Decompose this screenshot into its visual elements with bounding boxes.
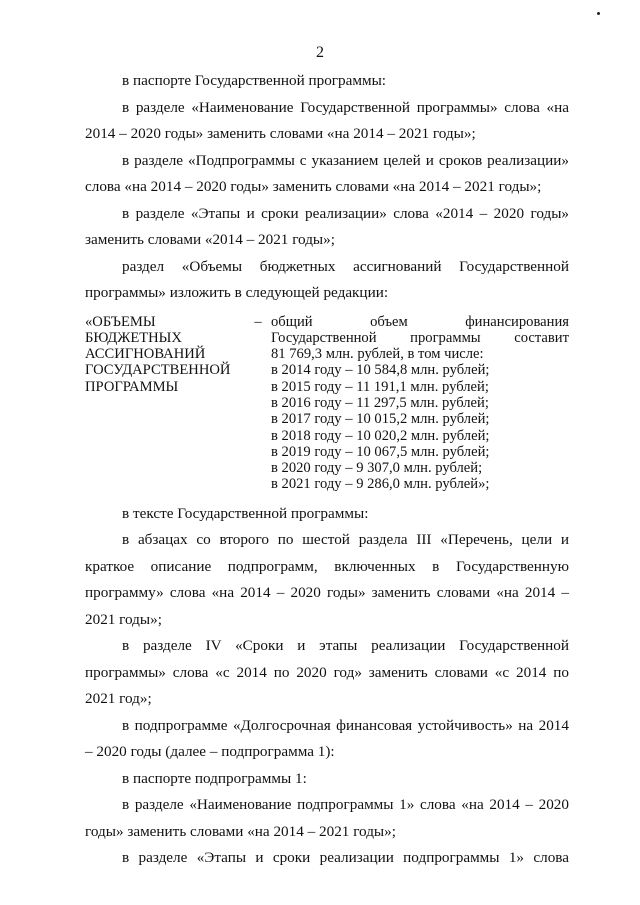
intro-line	[271, 330, 569, 346]
year-amount-line: в 2021 году – 9 286,0 млн. рублей»;	[271, 476, 490, 493]
intro-word: объем	[370, 313, 408, 330]
budget-allocation-block	[85, 314, 569, 493]
page-number: 2	[316, 44, 324, 61]
paragraph: в паспорте Государственной программы:	[122, 72, 387, 89]
paragraph: в абзацах со второго по шестой раздела III «Перечень, цели и краткое описание подпрограмм, включенных в Государственную программу» слова «на 2014 – 2020 годы» заменить словами «на 2014 – 2021 годы»;	[85, 531, 569, 628]
year-amount-line: в 2018 году – 10 020,2 млн. рублей;	[271, 427, 490, 444]
year-amount-line: в 2019 году – 10 067,5 млн. рублей;	[271, 443, 490, 460]
separator-dash: –	[254, 313, 262, 330]
year-amount-line: в 2014 году – 10 584,8 млн. рублей;	[271, 362, 490, 379]
year-amount-line: в 2017 году – 10 015,2 млн. рублей;	[271, 411, 490, 428]
intro-word: составит	[514, 329, 569, 346]
total-line: 81 769,3 млн. рублей, в том числе:	[271, 346, 484, 363]
year-amount-line: в 2015 году – 11 191,1 млн. рублей;	[271, 378, 489, 395]
paragraph: раздел «Объемы бюджетных ассигнований Государственной программы» изложить в следующей редакции:	[85, 257, 569, 301]
heading-line: «ОБЪЕМЫ	[85, 313, 156, 330]
paragraph: в разделе IV «Сроки и этапы реализации Государственной программы» слова «с 2014 по 2020 год» заменить словами «с 2014 по 2021 год»;	[85, 637, 569, 708]
intro-word: Государственной	[271, 329, 377, 346]
paragraph: в разделе «Этапы и сроки реализации» слова «2014 – 2020 годы» заменить словами «2014 – 2021 годы»;	[85, 204, 569, 248]
year-amount-line: в 2020 году – 9 307,0 млн. рублей;	[271, 460, 483, 477]
paragraph: в разделе «Наименование Государственной программы» слова «на 2014 – 2020 годы» заменить словами «на 2014 – 2021 годы»;	[85, 98, 569, 142]
heading-line: АССИГНОВАНИЙ	[85, 346, 206, 363]
paragraph: в паспорте подпрограммы 1:	[122, 769, 307, 787]
scan-speck	[597, 12, 600, 15]
intro-word: финансирования	[465, 313, 569, 330]
intro-word: общий	[271, 313, 313, 330]
budget-allocation-heading	[85, 314, 245, 493]
paragraph: в разделе «Наименование подпрограммы 1» слова «на 2014 – 2020 годы» заменить словами «на 2014 – 2021 годы»;	[85, 796, 569, 840]
heading-line: БЮДЖЕТНЫХ	[85, 329, 182, 346]
budget-allocation-values	[271, 314, 569, 493]
heading-line: ПРОГРАММЫ	[85, 378, 179, 395]
intro-line	[271, 314, 569, 330]
paragraph: в тексте Государственной программы:	[122, 504, 369, 522]
paragraph: в подпрограмме «Долгосрочная финансовая устойчивость» на 2014 – 2020 годы (далее – подпрограмма 1):	[85, 716, 569, 761]
heading-line: ГОСУДАРСТВЕННОЙ	[85, 362, 231, 379]
paragraph: в разделе «Этапы и сроки реализации подпрограммы 1» слова	[122, 849, 569, 867]
intro-word: программы	[410, 329, 481, 346]
document-body	[85, 68, 569, 872]
year-amount-line: в 2016 году – 11 297,5 млн. рублей;	[271, 394, 489, 411]
paragraph: в разделе «Подпрограммы с указанием целей и сроков реализации» слова «на 2014 – 2020 годы» заменить словами «на 2014 – 2021 годы»;	[85, 151, 569, 195]
